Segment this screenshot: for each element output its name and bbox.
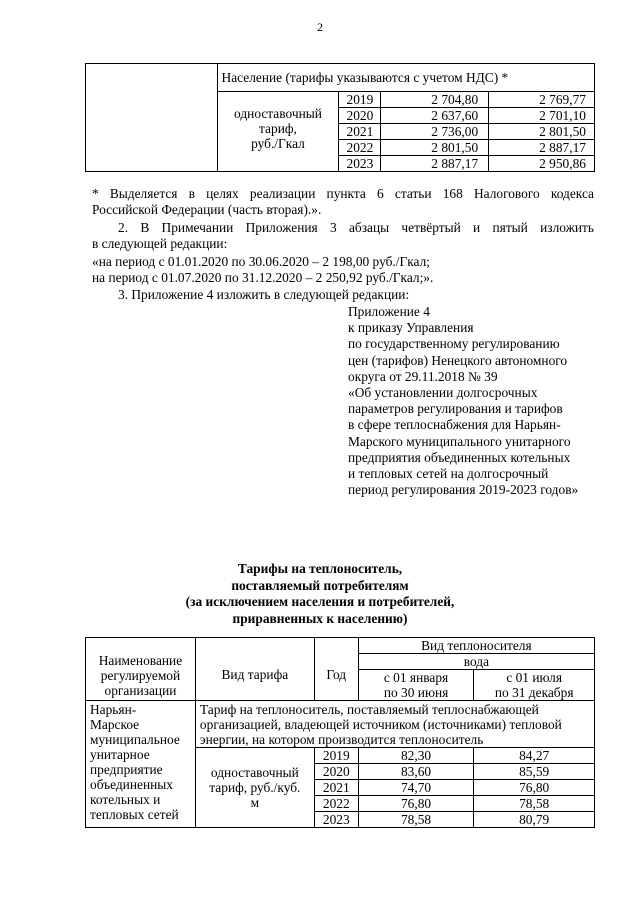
year-column-header: Год <box>314 638 358 701</box>
year-cell: 2019 <box>339 92 381 108</box>
value-cell: 2 801,50 <box>381 140 489 156</box>
tariff-type-cell: одноставочный тариф, руб./Гкал <box>217 92 339 172</box>
value-cell: 2 769,77 <box>489 92 595 108</box>
year-cell: 2022 <box>339 140 381 156</box>
value-cell: 2 950,86 <box>489 156 595 172</box>
value-cell: 2 801,50 <box>489 124 595 140</box>
value-cell: 2 704,80 <box>381 92 489 108</box>
value-cell: 2 701,10 <box>489 108 595 124</box>
year-cell: 2019 <box>314 748 358 764</box>
page-number: 2 <box>317 20 323 34</box>
tariff-type-cell: одноставочный тариф, руб./куб. м <box>195 748 314 828</box>
value-cell: 2 637,60 <box>381 108 489 124</box>
year-cell: 2020 <box>339 108 381 124</box>
item-2-line: 2. В Примечании Приложения 3 абзацы четвёртый и пятый изложить <box>118 220 594 235</box>
year-cell: 2020 <box>314 764 358 780</box>
item-2-line: «на период с 01.01.2020 по 30.06.2020 – 2 198,00 руб./Гкал; <box>92 254 430 269</box>
year-cell: 2021 <box>339 124 381 140</box>
footnote-line: * Выделяется в целях реализации пункта 6 статьи 168 Налогового кодекса <box>92 186 594 201</box>
population-header: Население (тарифы указываются с учетом НДС) * <box>217 64 594 92</box>
carrier-column-header: Вид теплоносителя <box>358 638 594 654</box>
year-cell: 2022 <box>314 796 358 812</box>
second-half-column-header: с 01 июля по 31 декабря <box>474 670 595 701</box>
value-cell: 74,70 <box>358 780 474 796</box>
tariff-table-population <box>85 63 595 172</box>
tariff-type-column-header: Вид тарифа <box>195 638 314 701</box>
appendix-header-block: Приложение 4 к приказу Управления по государственному регулированию цен (тарифов) Ненецкого автономного округа от 29.11.2018 № 39 «Об установлении долгосрочных параметров регулирования и тарифов в сфере теплоснабжения для Нарьян- Марского муниципального унитарного предприятия объединенных котельных и тепловых сетей на долгосрочный период регулирования 2019-2023 годов» <box>348 304 579 498</box>
value-cell: 83,60 <box>358 764 474 780</box>
value-cell: 85,59 <box>474 764 595 780</box>
value-cell: 78,58 <box>474 796 595 812</box>
value-cell: 2 887,17 <box>489 140 595 156</box>
value-cell: 84,27 <box>474 748 595 764</box>
year-cell: 2023 <box>314 812 358 828</box>
value-cell: 78,58 <box>358 812 474 828</box>
value-cell: 76,80 <box>474 780 595 796</box>
first-half-column-header: с 01 января по 30 июня <box>358 670 474 701</box>
tariff-table-heat-carrier <box>85 637 595 828</box>
item-3-line: 3. Приложение 4 изложить в следующей редакции: <box>118 287 410 302</box>
value-cell: 2 736,00 <box>381 124 489 140</box>
water-column-header: вода <box>358 654 594 670</box>
org-column-header: Наименование регулируемой организации <box>86 638 196 701</box>
year-cell: 2021 <box>314 780 358 796</box>
value-cell: 76,80 <box>358 796 474 812</box>
footnote-line: Российской Федерации (часть вторая).». <box>92 202 322 217</box>
value-cell: 82,30 <box>358 748 474 764</box>
tariff-note-cell: Тариф на теплоноситель, поставляемый теплоснабжающей организацией, владеющей источником (источниками) тепловой энергии, на котором производится теплоноситель <box>195 701 594 748</box>
tariff-title: Тарифы на теплоноситель, поставляемый потребителям (за исключением населения и потребителей, приравненных к населению) <box>185 561 455 626</box>
item-2-line: на период с 01.07.2020 по 31.12.2020 – 2 250,92 руб./Гкал;». <box>92 270 434 285</box>
value-cell: 80,79 <box>474 812 595 828</box>
value-cell: 2 887,17 <box>381 156 489 172</box>
year-cell: 2023 <box>339 156 381 172</box>
org-name-cell: Нарьян- Марское муниципальное унитарное предприятие объединенных котельных и тепловых сетей <box>86 701 196 828</box>
blank-cell <box>86 64 218 172</box>
item-2-line: в следующей редакции: <box>92 236 228 251</box>
